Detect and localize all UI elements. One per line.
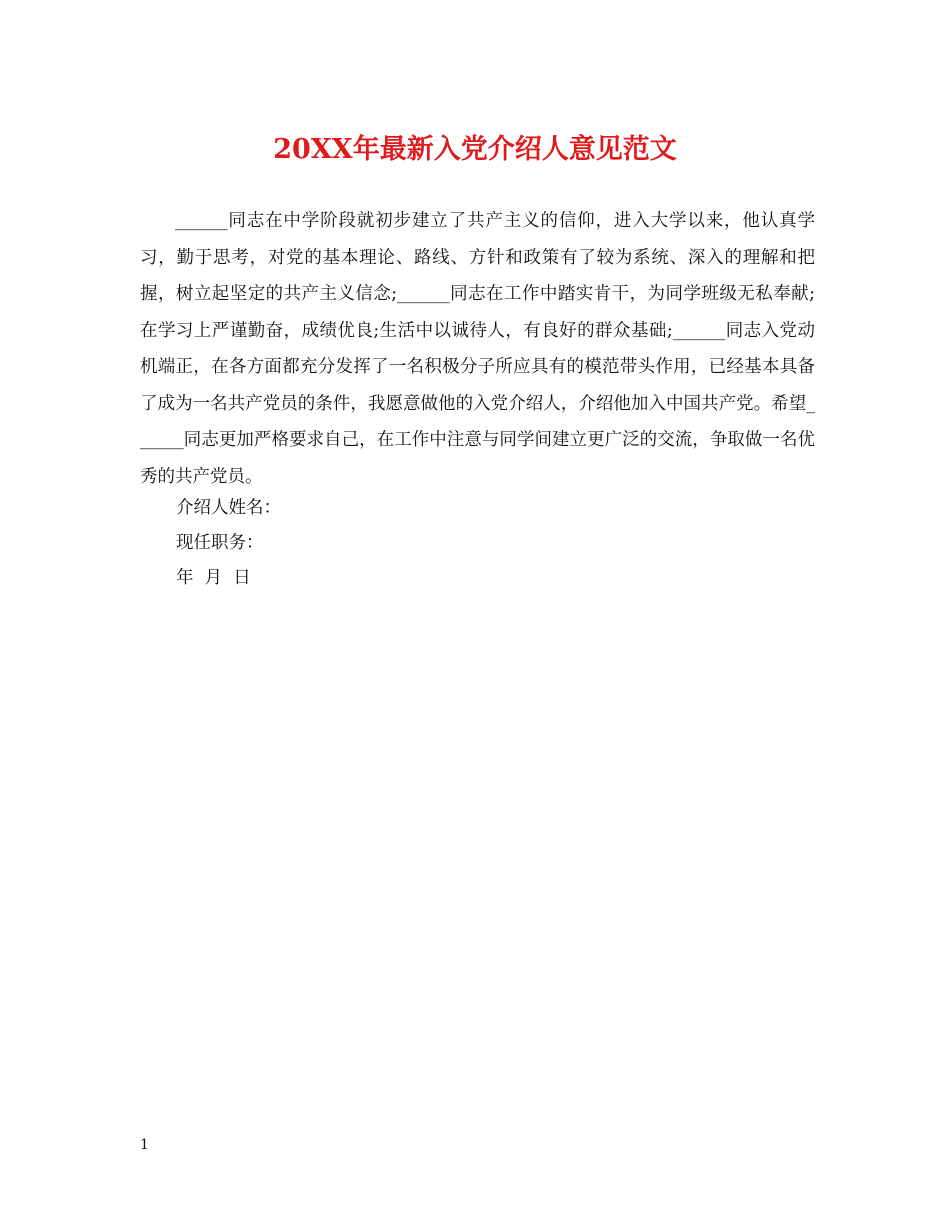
introducer-name-label: 介绍人姓名： bbox=[176, 498, 281, 518]
date-label: 年 月 日 bbox=[176, 568, 251, 588]
current-position-label: 现任职务： bbox=[176, 533, 264, 553]
page-number: 1 bbox=[140, 1137, 149, 1153]
body-paragraph: ______同志在中学阶段就初步建立了共产主义的信仰，进入大学以来，他认真学习，勤于思考，对党的基本理论、路线、方针和政策有了较为系统、深入的理解和把握，树立起坚定的共产主义信念;______同志在工作中踏实肯干，为同学班级无私奉献;在学习上严谨勤奋，成绩优良;生活中以诚待人，有良好的群众基础;______同志入党动机端正，在各方面都充分发挥了一名积极分子所应具有的模范带头作用，已经基本具备了成为一名共产党员的条件，我愿意做他的入党介绍人，介绍他加入中国共产党。希望______同志更加严格要求自己，在工作中注意与同学间建立更广泛的交流，争取做一名优秀的共产党员。 bbox=[140, 211, 815, 487]
signature-block bbox=[176, 491, 281, 596]
document-title: 20XX年最新入党介绍人意见范文 bbox=[273, 134, 677, 165]
